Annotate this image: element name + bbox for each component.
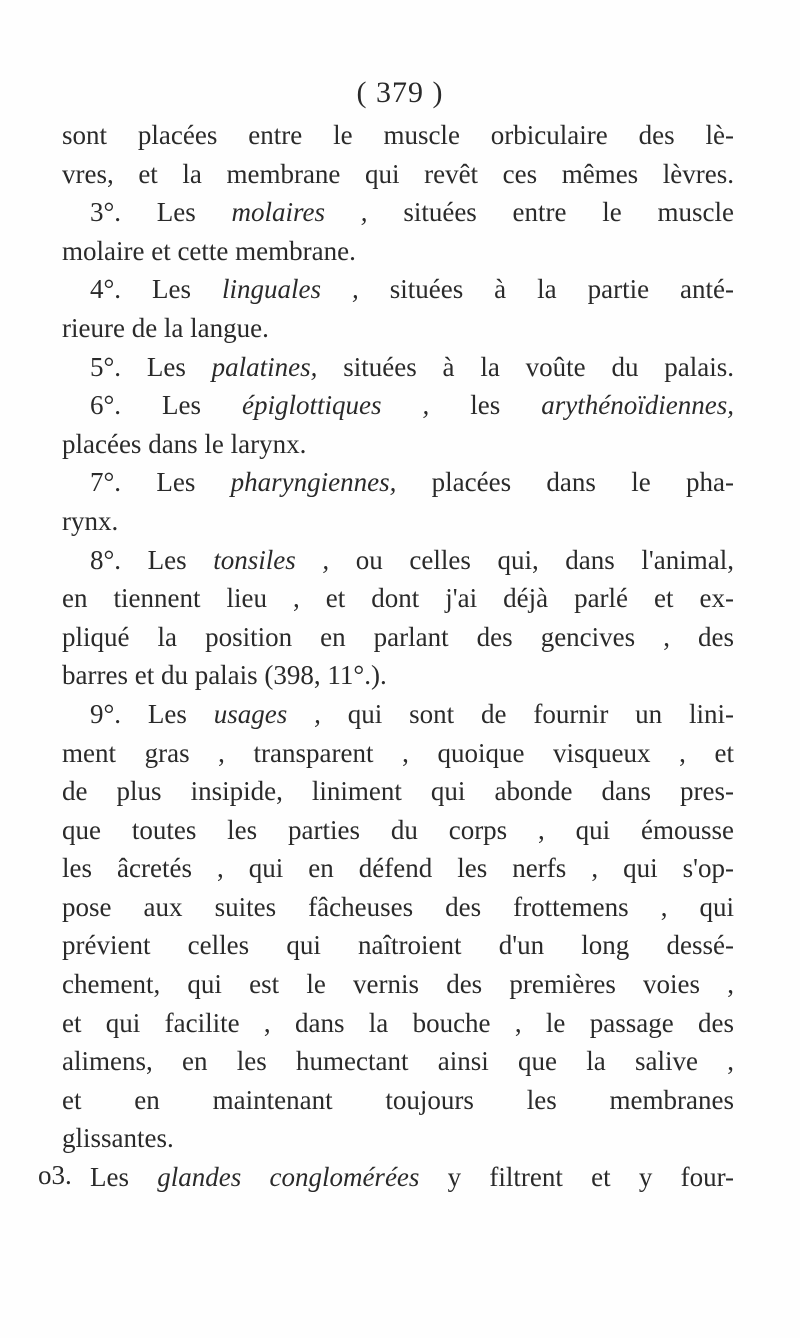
text-line <box>62 811 734 850</box>
text-line <box>62 1158 734 1197</box>
text-run: 5°. Les <box>90 351 212 382</box>
italic-term: linguales , <box>222 274 359 305</box>
text-run: Les <box>90 1162 158 1193</box>
text-run: barres et du palais (398, 11°.). <box>62 660 387 691</box>
italic-term: usages , <box>213 698 321 729</box>
text-run: pliqué la position en parlant des gencives , des <box>62 621 734 652</box>
text-run: chement, qui est le vernis des premières voies , <box>62 969 734 1000</box>
text-run: 7°. Les <box>90 467 231 498</box>
text-run: molaire et cette membrane. <box>62 235 356 266</box>
italic-term: épiglottiques , <box>242 390 430 421</box>
text-run: et en maintenant toujours les membranes <box>62 1084 734 1115</box>
text-run: placées dans le larynx. <box>62 428 307 459</box>
text-line <box>62 155 734 194</box>
text-line <box>62 116 734 155</box>
text-line <box>62 888 734 927</box>
text-run: situées à la voûte du palais. <box>317 351 734 382</box>
text-run: sont placées entre le muscle orbiculaire des lè- <box>62 120 734 150</box>
text-run: y filtrent et y four- <box>419 1162 735 1193</box>
text-line <box>62 425 734 464</box>
body-text <box>62 116 734 1197</box>
text-run: 8°. Les <box>90 544 214 575</box>
text-run: les <box>429 390 542 421</box>
text-run: glissantes. <box>62 1123 174 1154</box>
text-line <box>62 734 734 773</box>
text-line <box>62 965 734 1004</box>
text-run: qui sont de fournir un lini- <box>320 698 735 729</box>
text-run: rynx. <box>62 505 119 536</box>
text-run: 4°. Les <box>90 274 222 305</box>
text-run: et qui facilite , dans la bouche , le passage des <box>62 1007 734 1038</box>
text-run: situées entre le muscle <box>367 197 734 228</box>
text-run: ment gras , transparent , quoique visqueux , et <box>62 737 734 768</box>
text-run: en tiennent lieu , et dont j'ai déjà parlé et ex- <box>62 583 734 614</box>
italic-term: molaires , <box>231 197 368 228</box>
text-line <box>62 618 734 657</box>
text-line <box>62 579 734 618</box>
text-line <box>62 386 734 425</box>
text-line <box>62 695 734 734</box>
text-line <box>62 849 734 888</box>
text-run: 9°. Les <box>90 698 214 729</box>
text-run: 6°. Les <box>90 390 243 421</box>
text-line <box>62 656 734 695</box>
text-line <box>62 193 734 232</box>
text-run: les âcretés , qui en défend les nerfs , qui s'op- <box>62 853 734 884</box>
text-run: situées à la partie anté- <box>358 274 735 305</box>
text-line <box>62 541 734 580</box>
text-line <box>62 1042 734 1081</box>
text-run: 3°. Les <box>90 197 232 228</box>
text-run: ou celles qui, dans l'animal, <box>329 544 734 575</box>
text-line <box>62 926 734 965</box>
text-run: vres, et la membrane qui revêt ces mêmes lèvres. <box>62 158 734 189</box>
text-line <box>62 1081 734 1120</box>
text-line <box>62 772 734 811</box>
italic-term: arythénoïdiennes, <box>541 390 735 421</box>
text-run: rieure de la langue. <box>62 312 269 343</box>
margin-section-number: o3. <box>38 1160 72 1191</box>
italic-term: tonsiles , <box>213 544 330 575</box>
text-line <box>62 463 734 502</box>
page-number: ( 379 ) <box>356 76 444 109</box>
text-run: pose aux suites fâcheuses des frottemens , qui <box>62 891 734 922</box>
text-line <box>62 270 734 309</box>
text-line <box>62 502 734 541</box>
text-line <box>62 1004 734 1043</box>
italic-term: pharyngiennes, <box>230 467 397 498</box>
text-run: placées dans le pha- <box>396 467 735 498</box>
text-line <box>62 232 734 271</box>
text-line <box>62 1119 734 1158</box>
italic-term: glandes conglomérées <box>157 1162 420 1193</box>
text-line <box>62 348 734 387</box>
text-run: alimens, en les humectant ainsi que la salive , <box>62 1046 734 1077</box>
text-run: de plus insipide, liniment qui abonde dans pres- <box>62 776 734 807</box>
text-line <box>62 309 734 348</box>
text-run: prévient celles qui naîtroient d'un long dessé- <box>62 930 734 961</box>
text-run: que toutes les parties du corps , qui émousse <box>62 814 734 845</box>
italic-term: palatines, <box>211 351 318 382</box>
